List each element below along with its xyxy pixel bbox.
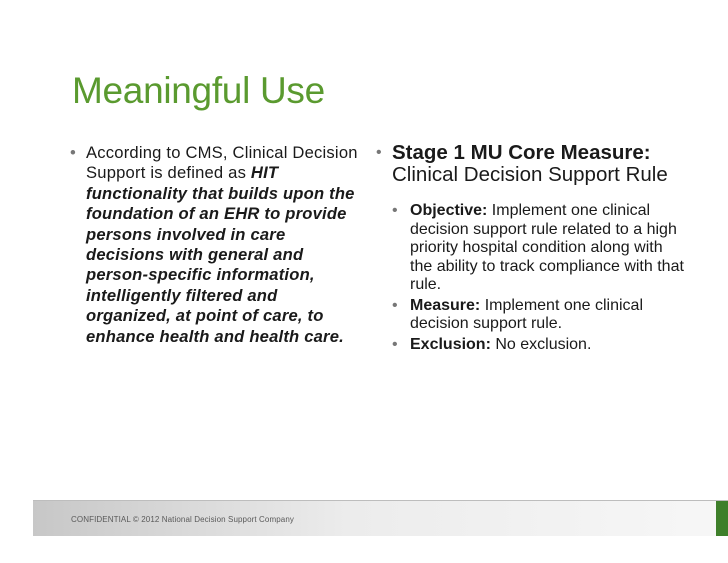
right-column bbox=[376, 142, 686, 354]
item-text: No exclusion. bbox=[490, 335, 592, 353]
item-label: Objective: bbox=[410, 202, 488, 219]
left-bullet bbox=[70, 143, 360, 347]
list-item-objective bbox=[392, 202, 686, 295]
item-label: Exclusion: bbox=[410, 335, 491, 353]
item-text: Implement one clinical decision support rule related to a high priority hospital condition along with the ability to track compliance with that rule. bbox=[410, 202, 684, 293]
bullet-marker: • bbox=[392, 335, 398, 353]
item-text: Implement one clinical decision support rule. bbox=[410, 296, 643, 332]
bullet-marker: • bbox=[392, 202, 398, 219]
footer-confidential-note: CONFIDENTIAL © 2012 National Decision Support Company bbox=[71, 515, 294, 524]
slide-title: Meaningful Use bbox=[72, 70, 325, 111]
cds-definition: HIT functionality that builds upon the foundation of an EHR to provide persons involved in care decisions with general and person-specific information, intelligently filtered and organized, at point of care, to enhance health and health care. bbox=[86, 163, 355, 346]
core-measure-details bbox=[392, 202, 686, 354]
bullet-marker: • bbox=[392, 296, 398, 314]
list-item-exclusion bbox=[392, 336, 686, 355]
footer-accent bbox=[716, 501, 728, 536]
bullet-marker: • bbox=[70, 143, 77, 162]
list-item-measure bbox=[392, 297, 686, 334]
item-label: Measure: bbox=[410, 296, 481, 314]
bullet-marker: • bbox=[376, 144, 382, 161]
core-measure-title: Clinical Decision Support Rule bbox=[392, 163, 668, 186]
cds-intro: According to CMS, Clinical Decision Support is defined as bbox=[86, 143, 358, 183]
footer-bar bbox=[33, 500, 728, 536]
cds-definition-text bbox=[86, 143, 360, 347]
core-measure-heading bbox=[376, 142, 686, 186]
left-column bbox=[70, 143, 360, 347]
core-measure-label: Stage 1 MU Core Measure: bbox=[392, 141, 651, 164]
